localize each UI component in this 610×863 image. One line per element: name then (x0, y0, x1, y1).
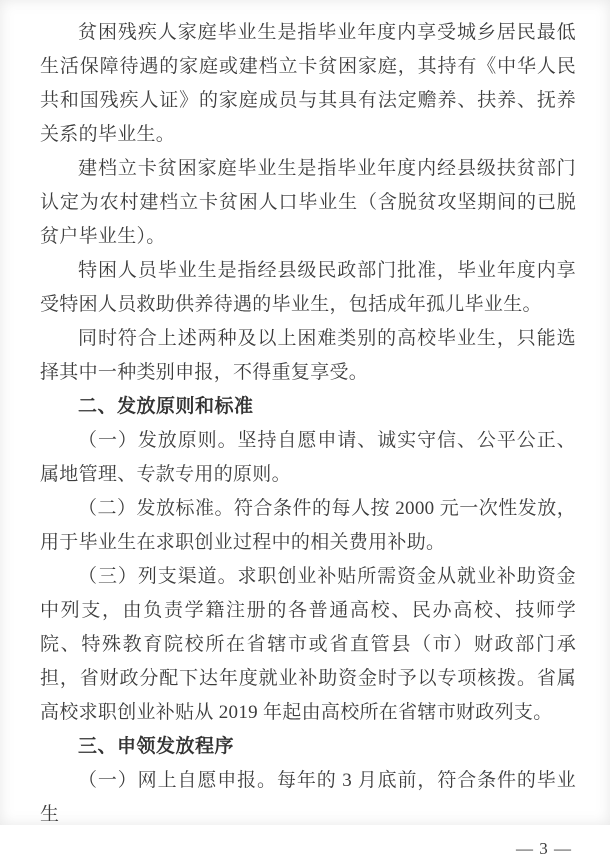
paragraph-extreme-poverty-persons: 特困人员毕业生是指经县级民政部门批准，毕业年度内享受特困人员救助供养待遇的毕业生，包括成年孤儿毕业生。 (40, 260, 576, 315)
section-heading-3-application-procedure: 三、申领发放程序 (78, 736, 235, 757)
paragraph-online-application: （一）网上自愿申报。每年的 3 月底前，符合条件的毕业生 (40, 770, 576, 825)
paragraph-funding-channel: （三）列支渠道。求职创业补贴所需资金从就业补助资金中列支，由负责学籍注册的各普通高校、民办高校、技师学院、特殊教育院校所在省辖市或省直管县（市）财政部门承担，省财政分配下达年度就业补助资金时予以专项核拨。省属高校求职创业补贴从 2019 年起由高校所在省辖市财政列支。 (40, 566, 576, 723)
section-heading-2-principles-standards: 二、发放原则和标准 (78, 396, 254, 417)
document-body (40, 16, 576, 863)
page-number: — 3 — (516, 839, 572, 858)
paragraph-issuance-standard: （二）发放标准。符合条件的每人按 2000 元一次性发放，用于毕业生在求职创业过程中的相关费用补助。 (40, 498, 576, 553)
paragraph-issuance-principle: （一）发放原则。坚持自愿申请、诚实守信、公平公正、属地管理、专款专用的原则。 (40, 430, 576, 485)
paragraph-registered-poor-family: 建档立卡贫困家庭毕业生是指毕业年度内经县级扶贫部门认定为农村建档立卡贫困人口毕业生（含脱贫攻坚期间的已脱贫户毕业生）。 (40, 158, 576, 247)
paragraph-poor-disabled-family: 贫困残疾人家庭毕业生是指毕业年度内享受城乡居民最低生活保障待遇的家庭或建档立卡贫困家庭，其持有《中华人民共和国残疾人证》的家庭成员与其具有法定赡养、扶养、抚养关系的毕业生。 (40, 22, 576, 145)
paragraph-single-category-rule: 同时符合上述两种及以上困难类别的高校毕业生，只能选择其中一种类别申报，不得重复享受。 (40, 328, 576, 383)
